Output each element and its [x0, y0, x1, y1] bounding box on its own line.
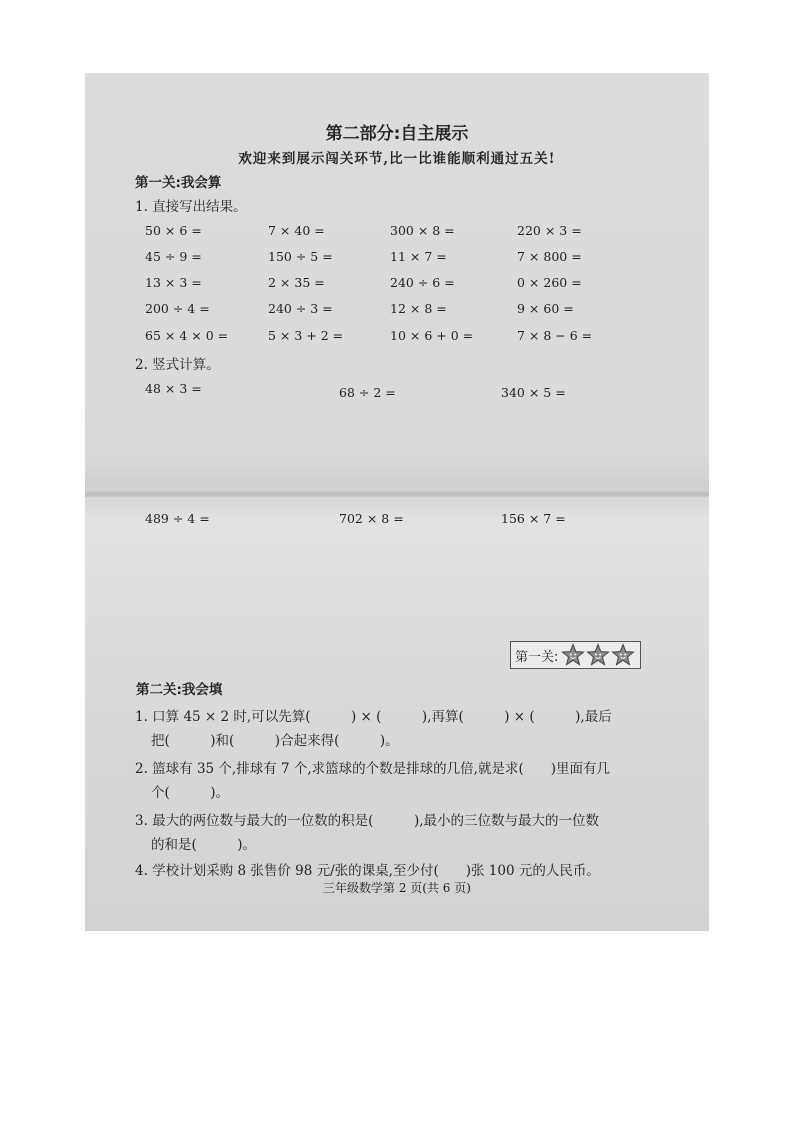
- oral-item: 13 × 3 =: [145, 275, 202, 290]
- star-icon: [611, 643, 635, 667]
- oral-item: 0 × 260 =: [517, 275, 582, 290]
- oral-item: 10 × 6 + 0 =: [390, 328, 474, 343]
- oral-item: 7 × 40 =: [268, 223, 325, 238]
- badge-label: 第一关:: [515, 649, 559, 665]
- oral-item: 7 × 800 =: [517, 249, 582, 264]
- star-icon: [561, 643, 585, 667]
- oral-item: 5 × 3 + 2 =: [268, 328, 344, 343]
- page-title: 第二部分:自主展示: [325, 124, 469, 144]
- oral-item: 9 × 60 =: [517, 301, 574, 316]
- page-subtitle: 欢迎来到展示闯关环节,比一比谁能顺利通过五关!: [238, 151, 556, 167]
- oral-item: 200 ÷ 4 =: [145, 301, 210, 316]
- oral-item: 12 × 8 =: [390, 301, 447, 316]
- vertical-calc-item: 489 ÷ 4 =: [145, 511, 210, 526]
- oral-item: 7 × 8 − 6 =: [517, 328, 593, 343]
- fill-question-2-line1: 2. 篮球有 35 个,排球有 7 个,求篮球的个数是排球的几倍,就是求( )里面有几: [135, 761, 611, 777]
- oral-item: 240 ÷ 3 =: [268, 301, 333, 316]
- level1-star-badge: [510, 641, 641, 669]
- fill-question-3-line1: 3. 最大的两位数与最大的一位数的积是( ),最小的三位数与最大的一位数: [135, 813, 599, 829]
- oral-item: 240 ÷ 6 =: [390, 275, 455, 290]
- level1-heading: 第一关:我会算: [135, 175, 222, 191]
- fill-question-4: 4. 学校计划采购 8 张售价 98 元/张的课桌,至少付( )张 100 元的人民币。: [135, 863, 600, 879]
- oral-item: 300 × 8 =: [390, 223, 455, 238]
- level2-heading: 第二关:我会填: [136, 682, 223, 698]
- exam-page: [85, 73, 709, 931]
- page-footer: 三年级数学第 2 页(共 6 页): [323, 881, 471, 895]
- paper-fold-shadow: [85, 491, 709, 499]
- fill-question-1-line2: 把( )和( )合起来得( )。: [151, 733, 399, 749]
- oral-item: 220 × 3 =: [517, 223, 582, 238]
- vertical-calc-item: 48 × 3 =: [145, 381, 202, 396]
- vertical-calc-item: 702 × 8 =: [339, 511, 404, 526]
- vertical-calc-item: 340 × 5 =: [501, 385, 566, 400]
- oral-item: 50 × 6 =: [145, 223, 202, 238]
- oral-item: 150 ÷ 5 =: [268, 249, 333, 264]
- fill-question-1-line1: 1. 口算 45 × 2 时,可以先算( ) × ( ),再算( ) × ( ),最后: [135, 709, 612, 725]
- oral-item: 2 × 35 =: [268, 275, 325, 290]
- vertical-calc-item: 68 ÷ 2 =: [339, 385, 396, 400]
- vertical-calc-item: 156 × 7 =: [501, 511, 566, 526]
- question-1-title: 1. 直接写出结果。: [135, 199, 247, 215]
- oral-item: 65 × 4 × 0 =: [145, 328, 229, 343]
- fill-question-2-line2: 个( )。: [151, 785, 230, 801]
- star-icon: [586, 643, 610, 667]
- oral-item: 11 × 7 =: [390, 249, 447, 264]
- question-2-title: 2. 竖式计算。: [135, 357, 220, 373]
- fill-question-3-line2: 的和是( )。: [151, 837, 257, 853]
- oral-item: 45 ÷ 9 =: [145, 249, 202, 264]
